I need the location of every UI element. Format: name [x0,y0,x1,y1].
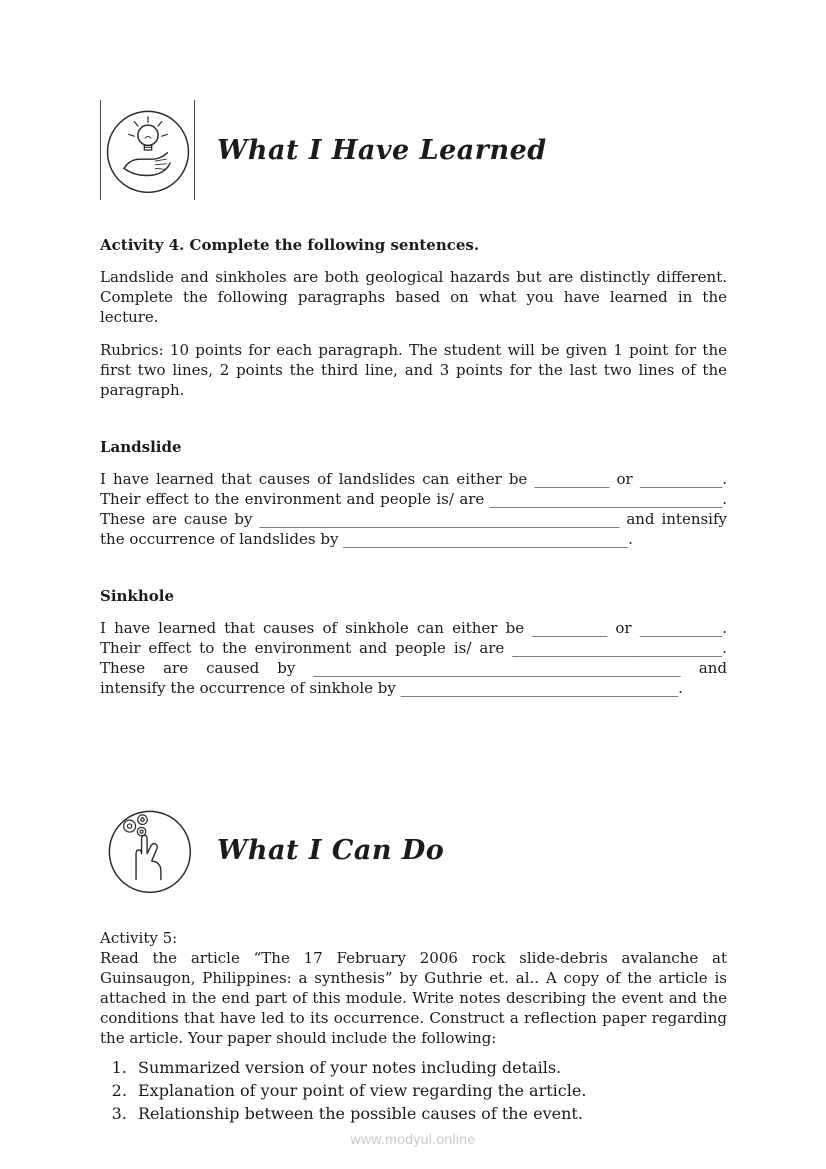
section-header-learned [100,100,727,200]
landslide-heading: Landslide [100,438,182,456]
list-item-summary: 1. Summarized version of your notes including details. [132,1056,727,1079]
activity5-label: Activity 5: [100,929,178,947]
rubrics-paragraph: Rubrics: 10 points for each paragraph. The student will be given 1 point for the first two lines, 2 points the third line, and 3 points for the last two lines of the paragraph. [100,341,727,399]
section-header-cando [100,802,727,898]
section-title-what-i-can-do: What I Can Do [217,834,445,866]
activity5-paragraph: Read the article “The 17 February 2006 rock slide-debris avalanche at Guinsaugon, Philippines: a synthesis” by Guthrie et. al.. A copy of the article is attached in the end part of this module. Write notes describing the event and the conditions that have led to its occurrence. Construct a reflection paper regarding the article. Your paper should include the following: [100,949,727,1047]
lightbulb-hand-icon [100,100,195,200]
landslide-fill-in-paragraph: I have learned that causes of landslides can either be __________ or ___________. Their effect to the environment and people is/ are _______________________________. These are cause by ________________________________________________ and intensify the occurrence of landslides by ______________________________________. [100,470,727,548]
hand-gears-icon [100,802,195,898]
reflection-paper-list [100,1056,727,1125]
intro-paragraph: Landslide and sinkholes are both geological hazards but are distinctly different. Complete the following paragraphs based on what you have learned in the lecture. [100,268,727,326]
activity4-heading: Activity 4. Complete the following sentences. [100,236,480,254]
list-item-relationship: 3. Relationship between the possible causes of the event. [132,1102,727,1125]
page-content [100,0,727,1125]
sinkhole-heading: Sinkhole [100,587,174,605]
section-title-what-i-have-learned: What I Have Learned [217,134,547,166]
sinkhole-fill-in-paragraph: I have learned that causes of sinkhole can either be __________ or ___________. Their effect to the environment and people is/ are ____________________________. These are caused by _________________________________________________ and intensify the occurrence of sinkhole by _____________________________________. [100,619,727,697]
list-item-explanation: 2. Explanation of your point of view regarding the article. [132,1079,727,1102]
watermark: www.modyul.online [350,1131,476,1147]
